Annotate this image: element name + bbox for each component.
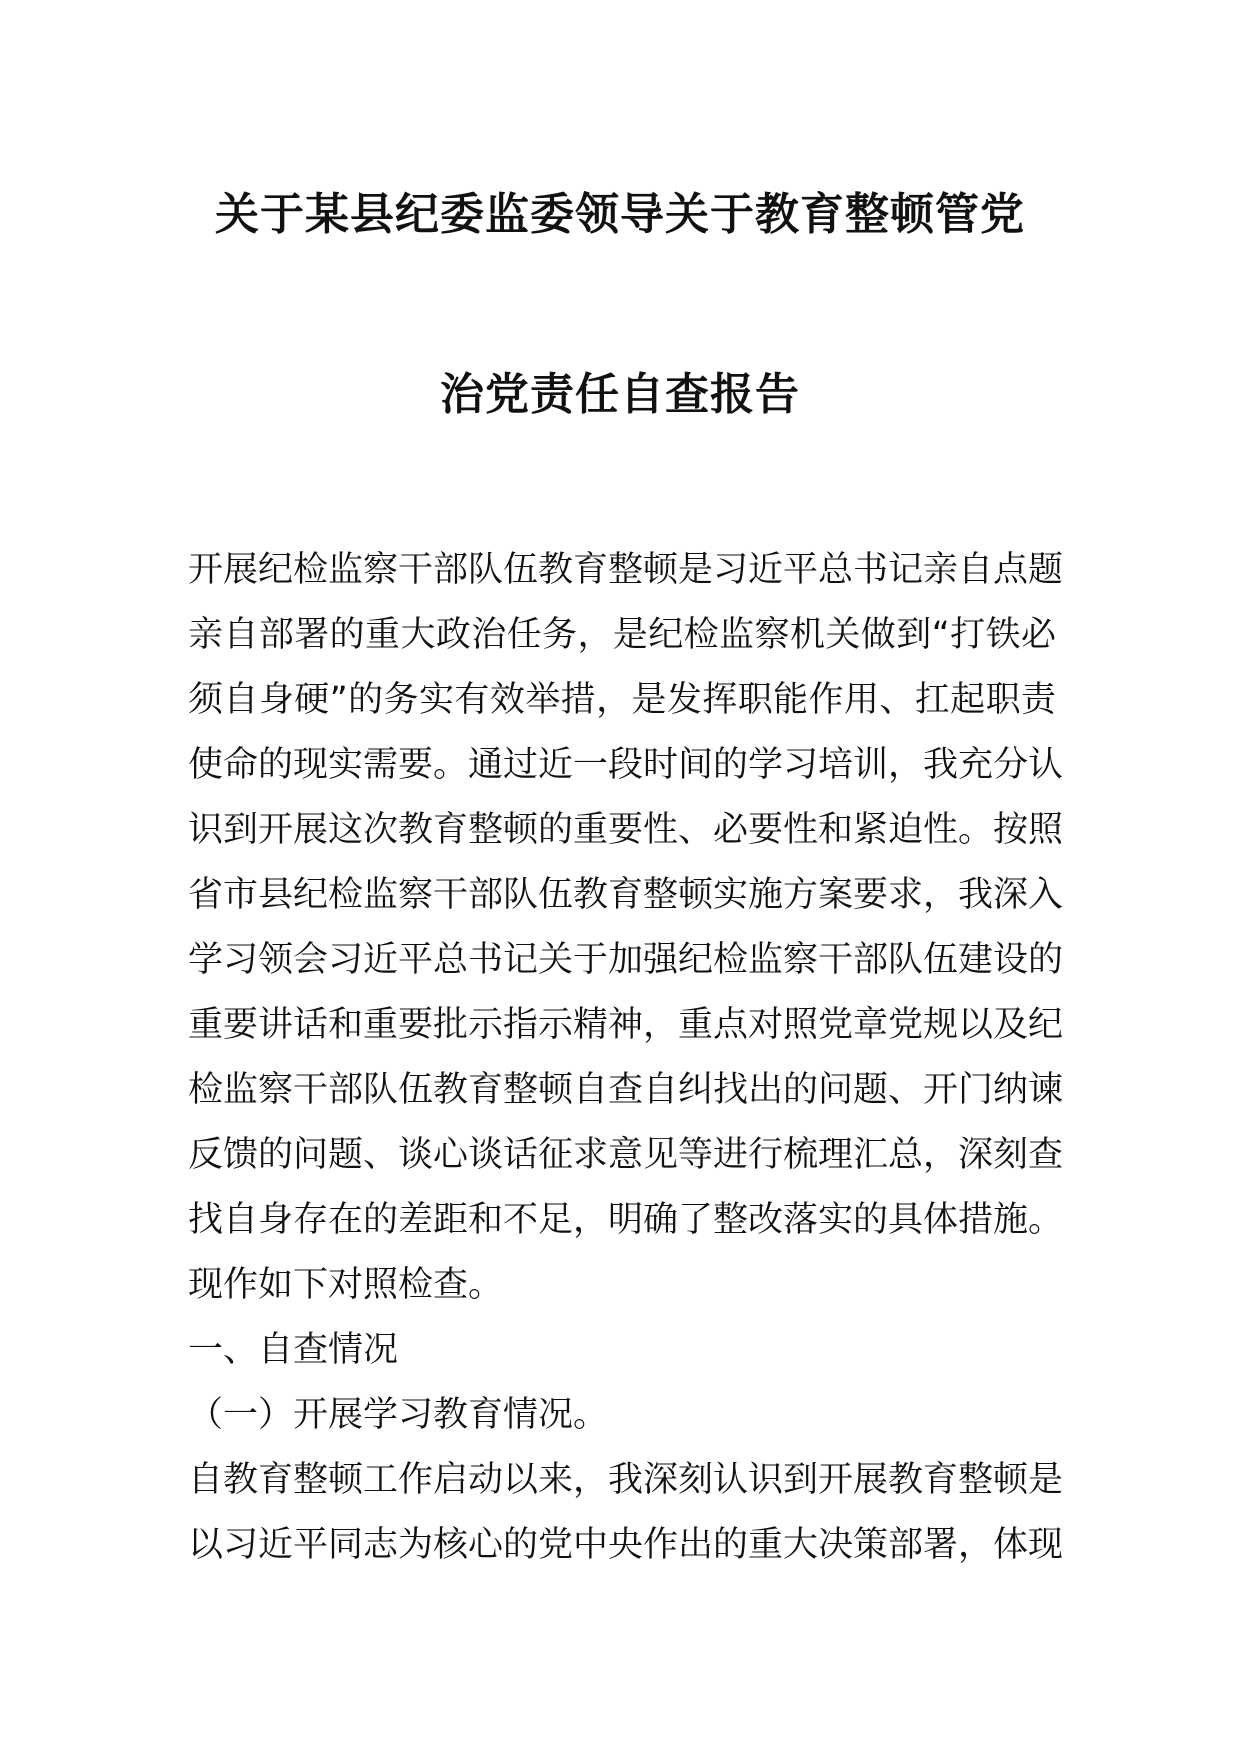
body-line: 识到开展这次教育整顿的重要性、必要性和紧迫性。按照 — [188, 810, 1064, 850]
body-line: 学习领会习近平总书记关于加强纪检监察干部队伍建设的 — [188, 940, 1064, 980]
body-line: 自教育整顿工作启动以来，我深刻认识到开展教育整顿是 — [188, 1460, 1064, 1500]
section-heading: 一、自查情况 — [188, 1330, 399, 1370]
body-line: 现作如下对照检查。 — [188, 1265, 504, 1305]
body-line: 反馈的问题、谈心谈话征求意见等进行梳理汇总，深刻查 — [188, 1135, 1064, 1175]
subsection-heading: （一）开展学习教育情况。 — [188, 1395, 609, 1435]
document-body — [188, 538, 1064, 1578]
document-title-line-2: 治党责任自查报告 — [440, 369, 800, 420]
body-line: 开展纪检监察干部队伍教育整顿是习近平总书记亲自点题 — [188, 550, 1064, 590]
document-title-line-1: 关于某县纪委监委领导关于教育整顿管党 — [215, 189, 1025, 240]
body-line: 省市县纪检监察干部队伍教育整顿实施方案要求，我深入 — [188, 875, 1064, 915]
body-line: 亲自部署的重大政治任务，是纪检监察机关做到“打铁必 — [188, 615, 1056, 655]
body-line: 使命的现实需要。通过近一段时间的学习培训，我充分认 — [188, 745, 1064, 785]
body-line: 以习近平同志为核心的党中央作出的重大决策部署，体现 — [188, 1525, 1064, 1565]
body-line: 须自身硬”的务实有效举措，是发挥职能作用、扛起职责 — [188, 680, 1056, 720]
body-line: 重要讲话和重要批示指示精神，重点对照党章党规以及纪 — [188, 1005, 1064, 1045]
body-line: 检监察干部队伍教育整顿自查自纠找出的问题、开门纳谏 — [188, 1070, 1064, 1110]
body-line: 找自身存在的差距和不足，明确了整改落实的具体措施。 — [188, 1200, 1064, 1240]
